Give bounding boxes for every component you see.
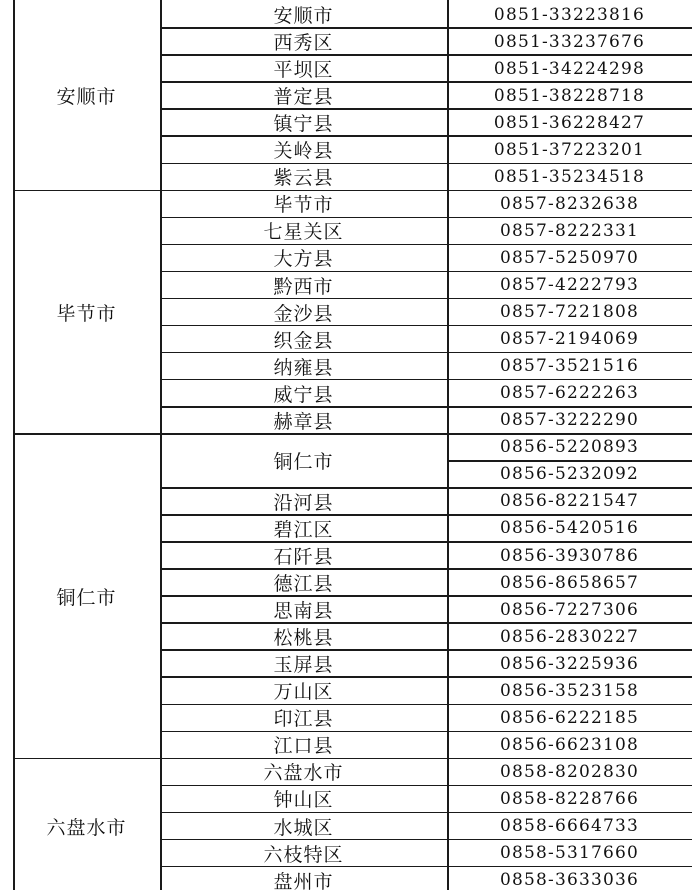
phone-number: 0857-4222793	[499, 275, 640, 296]
county-name: 紫云县	[273, 167, 334, 190]
table-border-left	[13, 0, 15, 890]
county-name: 六盘水市	[263, 762, 344, 785]
county-name: 威宁县	[273, 383, 334, 406]
county-name: 钟山区	[273, 789, 334, 812]
phone-number: 0856-6623108	[499, 734, 640, 755]
phone-number: 0857-5250970	[499, 247, 640, 268]
county-name: 玉屏县	[273, 654, 334, 677]
county-name: 黔西市	[273, 275, 334, 298]
phone-number: 0851-35234518	[493, 166, 646, 187]
phone-number: 0856-5220893	[499, 437, 640, 458]
phone-number: 0851-34224298	[493, 58, 646, 79]
county-name: 赫章县	[273, 410, 334, 433]
row-divider	[447, 460, 692, 462]
phone-number: 0856-5232092	[499, 464, 640, 485]
city-name: 六盘水市	[46, 816, 127, 839]
county-name: 七星关区	[263, 221, 344, 244]
county-name: 金沙县	[273, 302, 334, 325]
county-name: 关岭县	[273, 140, 334, 163]
phone-number: 0858-3633036	[499, 870, 640, 891]
county-name: 德江县	[273, 573, 334, 596]
phone-number: 0851-33237676	[493, 31, 646, 52]
county-name: 水城区	[273, 816, 334, 839]
county-name: 毕节市	[273, 194, 334, 217]
county-name: 平坝区	[273, 59, 334, 82]
county-name: 松桃县	[273, 627, 334, 650]
phone-number: 0857-8222331	[499, 220, 640, 241]
phone-number: 0858-5317660	[499, 843, 640, 864]
phone-number: 0858-8202830	[499, 761, 640, 782]
county-name: 思南县	[273, 600, 334, 623]
phone-number: 0856-7227306	[499, 599, 640, 620]
column-divider	[160, 0, 162, 890]
phone-number: 0856-6222185	[499, 707, 640, 728]
phone-number: 0857-7221808	[499, 302, 640, 323]
county-name: 印江县	[273, 708, 334, 731]
phone-number: 0856-3930786	[499, 545, 640, 566]
phone-number: 0857-8232638	[499, 193, 640, 214]
phone-number: 0856-8221547	[499, 491, 640, 512]
phone-number: 0857-2194069	[499, 329, 640, 350]
county-name: 六枝特区	[263, 843, 344, 866]
city-name: 铜仁市	[56, 586, 117, 609]
phone-number: 0856-3523158	[499, 680, 640, 701]
column-divider	[447, 0, 449, 890]
city-name: 毕节市	[56, 302, 117, 325]
county-name: 盘州市	[273, 870, 334, 893]
county-name: 万山区	[273, 681, 334, 704]
phone-number: 0856-2830227	[499, 626, 640, 647]
county-name: 碧江区	[273, 518, 334, 541]
phone-number: 0858-8228766	[499, 788, 640, 809]
phone-number: 0851-36228427	[493, 112, 646, 133]
phone-number: 0857-3521516	[499, 356, 640, 377]
phone-number: 0858-6664733	[499, 816, 640, 837]
phone-number: 0857-6222263	[499, 383, 640, 404]
county-name: 织金县	[273, 329, 334, 352]
phone-number: 0851-37223201	[493, 139, 646, 160]
city-name: 安顺市	[56, 86, 117, 109]
phone-number: 0856-8658657	[499, 572, 640, 593]
county-name: 普定县	[273, 86, 334, 109]
phone-number: 0851-33223816	[493, 4, 646, 25]
county-name: 镇宁县	[273, 113, 334, 136]
county-name: 石阡县	[273, 546, 334, 569]
phone-number: 0857-3222290	[499, 410, 640, 431]
county-name: 大方县	[273, 248, 334, 271]
phone-number: 0856-5420516	[499, 518, 640, 539]
county-name: 安顺市	[273, 5, 334, 28]
phone-number: 0851-38228718	[493, 85, 646, 106]
county-name: 铜仁市	[273, 451, 334, 474]
county-name: 纳雍县	[273, 356, 334, 379]
county-name: 沿河县	[273, 491, 334, 514]
county-name: 西秀区	[273, 32, 334, 55]
phone-number: 0856-3225936	[499, 653, 640, 674]
county-name: 江口县	[273, 735, 334, 758]
